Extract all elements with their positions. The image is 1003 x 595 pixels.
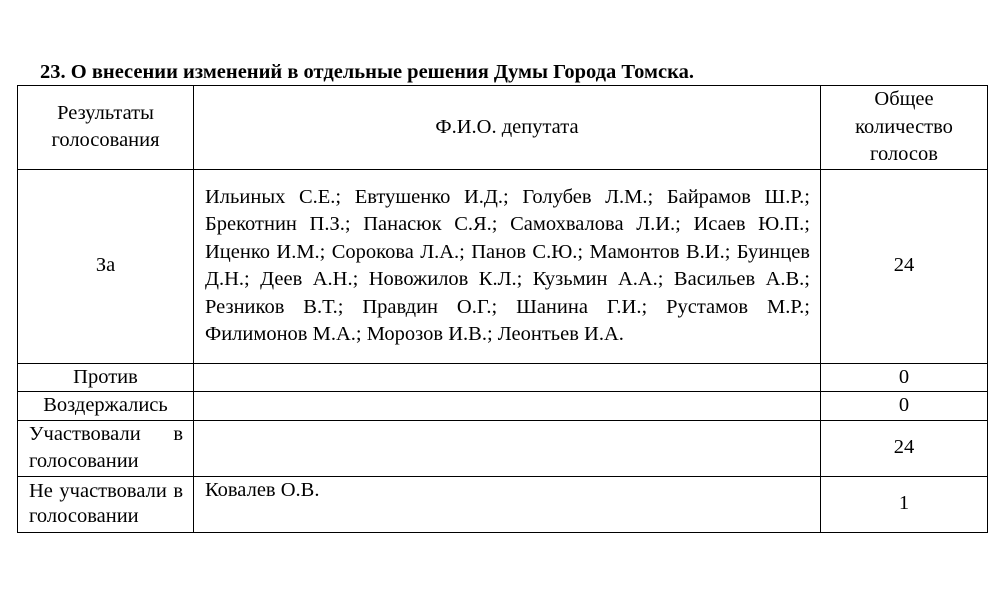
vote-count: 1 xyxy=(821,476,988,532)
row-label: Против xyxy=(18,363,194,392)
row-label: За xyxy=(18,169,194,363)
deputy-names xyxy=(194,392,821,421)
table-header-row xyxy=(18,86,988,170)
voting-results-table xyxy=(17,85,988,533)
table-row xyxy=(18,363,988,392)
header-total: Общее количество голосов xyxy=(821,86,988,170)
header-deputy: Ф.И.О. депутата xyxy=(194,86,821,170)
header-result: Результаты голосования xyxy=(18,86,194,170)
agenda-item-number: 23. xyxy=(40,61,66,83)
deputy-names: Ковалев О.В. xyxy=(194,476,821,532)
vote-count: 0 xyxy=(821,392,988,421)
table-row xyxy=(18,420,988,476)
table-row xyxy=(18,392,988,421)
vote-count: 24 xyxy=(821,169,988,363)
row-label: Участвовали в голосовании xyxy=(18,420,194,476)
vote-count: 24 xyxy=(821,420,988,476)
table-row xyxy=(18,476,988,532)
deputy-names xyxy=(194,420,821,476)
row-label: Не участвовали в голосовании xyxy=(18,476,194,532)
agenda-item-title: О внесении изменений в отдельные решения Думы Города Томска. xyxy=(70,61,694,83)
agenda-item-heading xyxy=(40,59,694,85)
deputy-names xyxy=(194,363,821,392)
row-label: Воздержались xyxy=(18,392,194,421)
deputy-names: Ильиных С.Е.; Евтушенко И.Д.; Голубев Л.М.; Байрамов Ш.Р.; Брекотнин П.З.; Панасюк С.Я.; Самохвалова Л.И.; Исаев Ю.П.; Иценко И.М.; Сорокова Л.А.; Панов С.Ю.; Мамонтов В.И.; Буинцев Д.Н.; Деев А.Н.; Новожилов К.Л.; Кузьмин А.А.; Васильев А.В.; Резников В.Т.; Правдин О.Г.; Шанина Г.И.; Рустамов М.Р.; Филимонов М.А.; Морозов И.В.; Леонтьев И.А. xyxy=(194,169,821,363)
table-row xyxy=(18,169,988,363)
vote-count: 0 xyxy=(821,363,988,392)
